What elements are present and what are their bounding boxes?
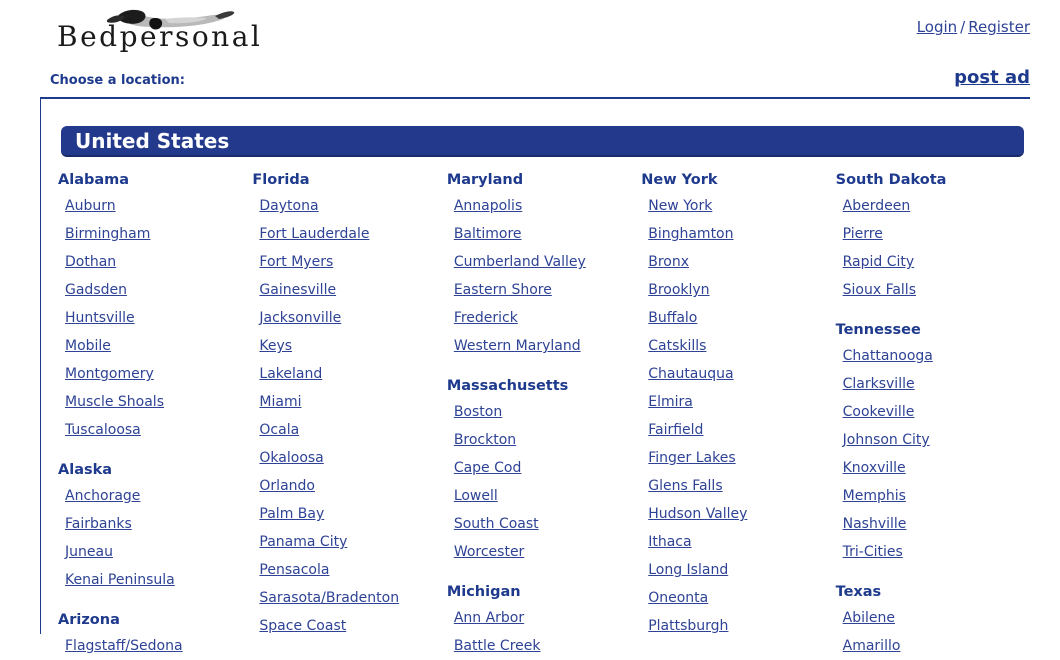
city-link[interactable]: Chautauqua <box>648 366 734 382</box>
city-link[interactable]: Tri-Cities <box>842 544 903 560</box>
city-link[interactable]: Gainesville <box>259 282 337 298</box>
city-link[interactable]: Daytona <box>259 198 319 214</box>
city-link[interactable]: Space Coast <box>259 618 347 634</box>
city-link[interactable]: Ocala <box>259 422 300 438</box>
city-link[interactable]: Tuscaloosa <box>65 422 141 438</box>
city-link[interactable]: Oneonta <box>648 590 709 606</box>
city-link[interactable]: Sarasota/Bradenton <box>259 590 400 606</box>
city-link[interactable]: Eastern Shore <box>453 282 552 298</box>
city-link[interactable]: Anchorage <box>65 488 141 504</box>
city-link[interactable]: Fort Myers <box>259 254 334 270</box>
state-group-alabama <box>58 169 252 444</box>
city-link[interactable]: Lakeland <box>259 366 323 382</box>
city-link[interactable]: Cookeville <box>842 404 915 420</box>
city-link[interactable]: Long Island <box>648 562 729 578</box>
city-link[interactable]: Abilene <box>842 610 895 626</box>
city-link[interactable]: Okaloosa <box>259 450 324 466</box>
city-link[interactable]: Dothan <box>65 254 117 270</box>
city-link[interactable]: Kenai Peninsula <box>65 572 175 588</box>
city-link[interactable]: Annapolis <box>453 198 523 214</box>
state-group-florida <box>252 169 446 640</box>
city-link[interactable]: Battle Creek <box>453 638 541 654</box>
city-link[interactable]: Western Maryland <box>453 338 581 354</box>
city-link[interactable]: Worcester <box>453 544 525 560</box>
city-link[interactable]: Cape Cod <box>453 460 522 476</box>
state-group-alaska <box>58 459 252 594</box>
city-link[interactable]: Ithaca <box>648 534 692 550</box>
city-link[interactable]: Montgomery <box>65 366 154 382</box>
city-link[interactable]: Flagstaff/Sedona <box>65 638 183 654</box>
state-group-maryland <box>447 169 641 360</box>
state-group-texas <box>836 581 1030 660</box>
state-column <box>58 169 252 660</box>
city-link[interactable]: Memphis <box>842 488 906 504</box>
city-link[interactable]: Glens Falls <box>648 478 723 494</box>
state-header: Texas <box>835 584 882 600</box>
choose-location-label: Choose a location: <box>50 73 185 88</box>
city-link[interactable]: Muscle Shoals <box>65 394 164 410</box>
city-link[interactable]: Buffalo <box>648 310 698 326</box>
location-toolbar <box>0 62 1060 97</box>
state-column <box>836 169 1030 660</box>
city-link[interactable]: Huntsville <box>65 310 135 326</box>
city-link[interactable]: Fort Lauderdale <box>259 226 370 242</box>
city-link[interactable]: Catskills <box>648 338 707 354</box>
city-link[interactable]: Plattsburgh <box>648 618 729 634</box>
city-link[interactable]: Binghamton <box>648 226 734 242</box>
city-link[interactable]: Sioux Falls <box>842 282 916 298</box>
register-link[interactable]: Register <box>968 18 1030 36</box>
state-header: Alaska <box>58 462 113 478</box>
city-link[interactable]: Fairfield <box>648 422 704 438</box>
auth-separator: / <box>960 18 966 36</box>
state-header: Tennessee <box>835 322 921 338</box>
post-ad-link[interactable]: post ad <box>954 67 1030 88</box>
state-group-new-york <box>641 169 835 640</box>
city-link[interactable]: Palm Bay <box>259 506 325 522</box>
city-link[interactable]: Auburn <box>65 198 116 214</box>
city-link[interactable]: Pierre <box>842 226 883 242</box>
city-link[interactable]: Cumberland Valley <box>453 254 586 270</box>
city-link[interactable]: Hudson Valley <box>648 506 748 522</box>
city-link[interactable]: Chattanooga <box>842 348 933 364</box>
login-link[interactable]: Login <box>916 18 958 36</box>
state-header: New York <box>641 172 718 188</box>
site-logo[interactable] <box>55 4 263 54</box>
city-link[interactable]: Jacksonville <box>259 310 342 326</box>
content-area <box>40 97 1030 654</box>
city-link[interactable]: Boston <box>453 404 503 420</box>
city-link[interactable]: Birmingham <box>65 226 151 242</box>
auth-links <box>917 18 1030 36</box>
city-link[interactable]: Knoxville <box>842 460 906 476</box>
city-link[interactable]: Lowell <box>453 488 498 504</box>
city-link[interactable]: Orlando <box>259 478 315 494</box>
reclining-figure-logo-art <box>55 4 263 54</box>
top-bar <box>0 0 1060 62</box>
city-link[interactable]: Panama City <box>259 534 348 550</box>
state-header: South Dakota <box>835 172 947 188</box>
city-link[interactable]: Ann Arbor <box>453 610 525 626</box>
city-link[interactable]: Finger Lakes <box>648 450 736 466</box>
city-link[interactable]: Nashville <box>842 516 907 532</box>
city-link[interactable]: Gadsden <box>65 282 127 298</box>
state-header: Michigan <box>446 584 521 600</box>
city-link[interactable]: Rapid City <box>842 254 915 270</box>
state-column <box>252 169 446 660</box>
state-group-michigan <box>447 581 641 660</box>
state-header: Maryland <box>446 172 524 188</box>
state-column <box>641 169 835 660</box>
state-header: Arizona <box>58 612 120 628</box>
city-link[interactable]: Pensacola <box>259 562 330 578</box>
city-link[interactable]: Baltimore <box>453 226 522 242</box>
city-link[interactable]: Johnson City <box>842 432 930 448</box>
city-link[interactable]: New York <box>648 198 713 214</box>
city-link[interactable]: Mobile <box>65 338 111 354</box>
city-link[interactable]: Juneau <box>65 544 113 560</box>
state-group-massachusetts <box>447 375 641 566</box>
state-group-south-dakota <box>836 169 1030 304</box>
state-columns <box>58 169 1030 660</box>
city-link[interactable]: Bronx <box>648 254 689 270</box>
city-link[interactable]: South Coast <box>453 516 539 532</box>
state-header: Massachusetts <box>446 378 569 394</box>
country-banner: United States <box>61 126 1024 157</box>
state-header: Alabama <box>58 172 130 188</box>
logo-text: Bedpersonal <box>57 20 263 53</box>
city-link[interactable]: Miami <box>259 394 302 410</box>
city-link[interactable]: Frederick <box>453 310 518 326</box>
city-link[interactable]: Elmira <box>648 394 693 410</box>
state-group-arizona <box>58 609 252 660</box>
state-column <box>447 169 641 660</box>
city-link[interactable]: Amarillo <box>842 638 901 654</box>
city-link[interactable]: Brooklyn <box>648 282 710 298</box>
city-link[interactable]: Aberdeen <box>842 198 911 214</box>
city-link[interactable]: Fairbanks <box>65 516 132 532</box>
state-header: Florida <box>252 172 310 188</box>
city-link[interactable]: Clarksville <box>842 376 915 392</box>
city-link[interactable]: Brockton <box>453 432 517 448</box>
city-link[interactable]: Keys <box>259 338 293 354</box>
state-group-tennessee <box>836 319 1030 566</box>
